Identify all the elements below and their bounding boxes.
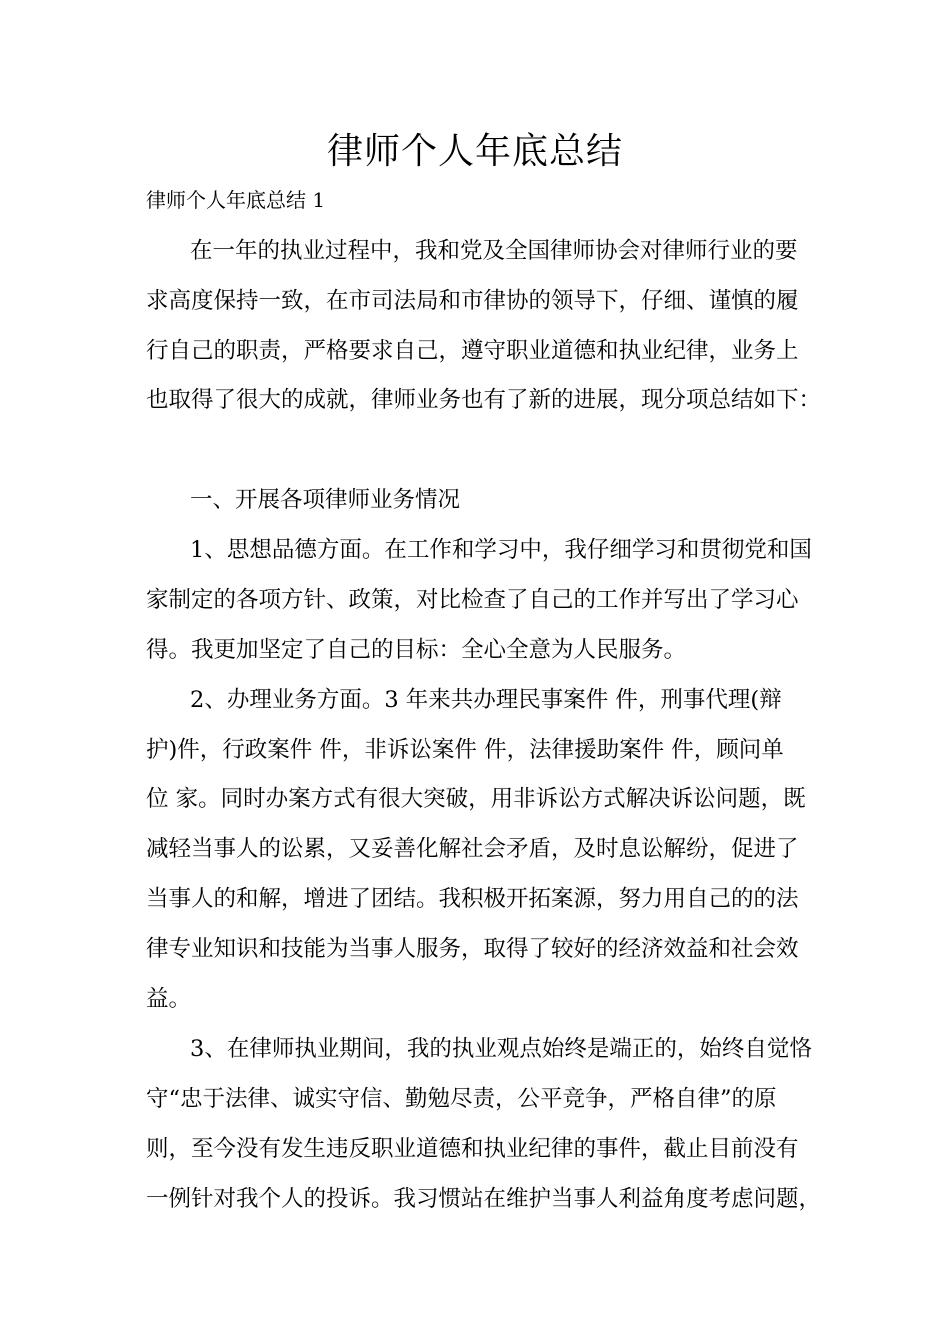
section-heading: 一、开展各项律师业务情况 <box>190 487 461 513</box>
paragraph-line: 当事人的和解，增进了团结。我积极开拓案源，努力用自己的的法 <box>146 886 799 912</box>
paragraph-line: 1、思想品德方面。在工作和学习中，我仔细学习和贯彻党和国 <box>190 537 812 563</box>
paragraph-line: 守“忠于法律、诚实守信、勤勉尽责，公平竞争，严格自律”的原 <box>146 1086 777 1112</box>
paragraph-line: 一例针对我个人的投诉。我习惯站在维护当事人利益角度考虑问题， <box>146 1186 822 1212</box>
document-title: 律师个人年底总结 <box>326 131 623 172</box>
paragraph-line: 行自己的职责，严格要求自己，遵守职业道德和执业纪律，业务上 <box>146 338 799 364</box>
paragraph-line: 减轻当事人的讼累，又妥善化解社会矛盾，及时息讼解纷，促进了 <box>146 836 799 862</box>
paragraph-line: 3、在律师执业期间，我的执业观点始终是端正的，始终自觉恪 <box>190 1036 812 1062</box>
paragraph-line: 位 家。同时办案方式有很大突破，用非诉讼方式解决诉讼问题，既 <box>146 786 806 812</box>
document-subtitle: 律师个人年底总结 1 <box>146 188 326 212</box>
paragraph-line: 益。 <box>146 986 192 1012</box>
paragraph-line: 护)件，行政案件 件，非诉讼案件 件，法律援助案件 件，顾问单 <box>146 737 784 763</box>
paragraph-line: 得。我更加坚定了自己的目标：全心全意为人民服务。 <box>146 637 687 663</box>
paragraph-line: 也取得了很大的成就，律师业务也有了新的进展，现分项总结如下： <box>146 387 822 413</box>
paragraph-line: 律专业知识和技能为当事人服务，取得了较好的经济效益和社会效 <box>146 936 799 962</box>
paragraph-line: 家制定的各项方针、政策，对比检查了自己的工作并写出了学习心 <box>146 587 799 613</box>
paragraph-line: 2、办理业务方面。3 年来共办理民事案件 件，刑事代理(辩 <box>190 687 782 713</box>
paragraph-line: 在一年的执业过程中，我和党及全国律师协会对律师行业的要 <box>190 238 798 264</box>
paragraph-line: 则，至今没有发生违反职业道德和执业纪律的事件，截止目前没有 <box>146 1136 799 1162</box>
paragraph-line: 求高度保持一致，在市司法局和市律协的领导下，仔细、谨慎的履 <box>146 288 799 314</box>
